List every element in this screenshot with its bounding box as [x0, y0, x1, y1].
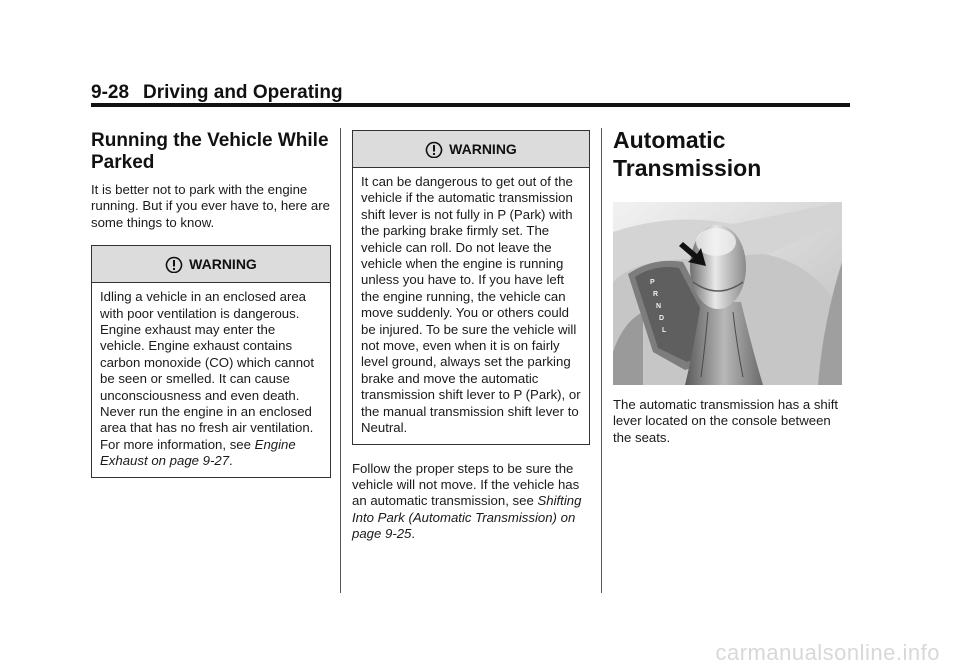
- warning-icon: [425, 141, 443, 158]
- watermark: carmanualsonline.info: [715, 640, 940, 665]
- warning-box: [352, 130, 590, 445]
- page-number: 9-28: [91, 82, 130, 103]
- cross-reference: Engine Exhaust on page 9-27: [100, 436, 296, 469]
- page-header: [91, 82, 343, 104]
- intro-paragraph: It is better not to park with the engine running. But if you ever have to, here are some things to know.: [91, 182, 330, 230]
- column-3: [613, 126, 850, 446]
- section-heading: Automatic Transmission: [613, 127, 762, 181]
- cross-reference: Shifting Into Park (Automatic Transmission) on page 9-25: [352, 493, 582, 542]
- caption-paragraph: The automatic transmission has a shift lever located on the console between the seats.: [613, 397, 839, 445]
- gear-letter: P: [650, 279, 655, 286]
- shift-lever-photo: [613, 202, 842, 385]
- warning-title: WARNING: [189, 256, 257, 273]
- warning-box: [91, 245, 331, 477]
- gear-letter: D: [659, 315, 665, 322]
- gear-letter: N: [656, 303, 662, 310]
- warning-body: It can be dangerous to get out of the vehicle if the automatic transmission shift lever is not fully in P (Park) with the parking brake firmly set. The vehicle can roll. Do not leave the vehicle when the engine is running unless you have to. If you have left the engine running, the vehicle can move suddenly. You or others could be injured. To be sure the vehicle will not move, even when it is on fairly level ground, always set the parking brake and move the automatic transmission shift lever to P (Park), or the manual transmission shift lever to Neutral.: [361, 174, 581, 436]
- column-divider: [601, 128, 602, 593]
- warning-header: [353, 131, 589, 168]
- gear-letter: R: [653, 291, 659, 298]
- gear-letter: L: [662, 327, 667, 334]
- warning-body: Idling a vehicle in an enclosed area with poor ventilation is dangerous. Engine exhaust may enter the vehicle. Engine exhaust contains carbon monoxide (CO) which cannot be seen or smelled. It can cause unconsciousness and even death. Never run the engine in an enclosed area that has no fresh air ventilation. For more information, see Engine Exhaust on page 9-27.: [100, 289, 315, 469]
- warning-title: WARNING: [449, 141, 517, 157]
- followup-paragraph: Follow the proper steps to be sure the vehicle will not move. If the vehicle has an automatic transmission, see Shifting Into Park (Automatic Transmission) on page 9-25.: [352, 460, 582, 542]
- section-title: Driving and Operating: [143, 82, 343, 103]
- section-heading: Running the Vehicle While Parked: [91, 130, 329, 173]
- column-2: [352, 130, 590, 543]
- column-1: [91, 120, 331, 478]
- warning-header: [92, 246, 330, 283]
- column-divider: [340, 128, 341, 593]
- header-rule: [91, 103, 850, 107]
- warning-icon: [165, 256, 183, 273]
